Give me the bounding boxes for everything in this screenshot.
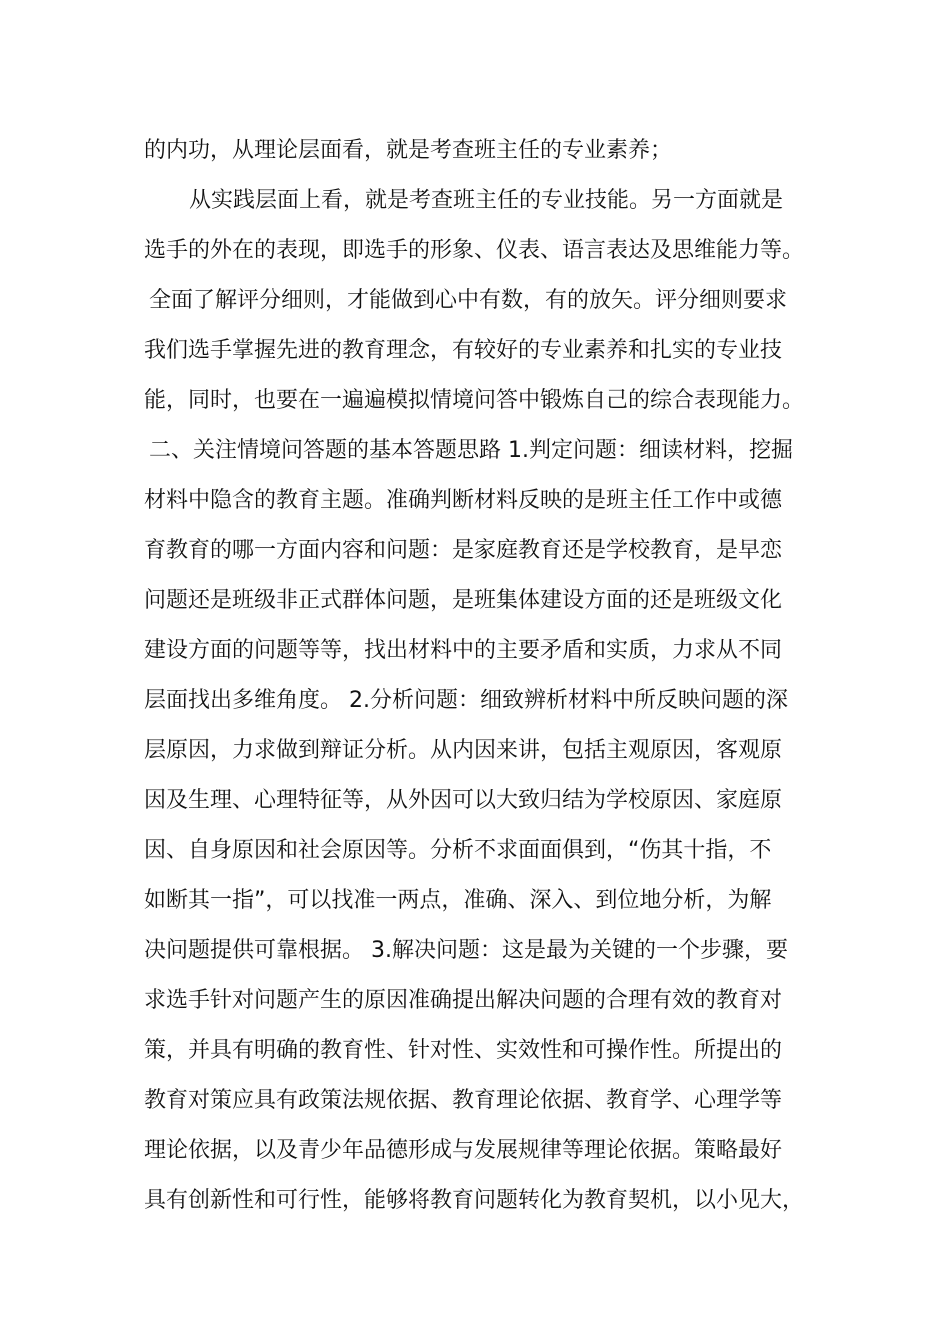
text-line: 从实践层面上看，就是考查班主任的专业技能。另一方面就是	[189, 188, 784, 213]
text-line: 理论依据，以及青少年品德形成与发展规律等理论依据。策略最好	[144, 1138, 783, 1163]
text-line: 的内功，从理论层面看，就是考查班主任的专业素养；	[144, 138, 673, 163]
text-line: 全面了解评分细则，才能做到心中有数，有的放矢。评分细则要求	[149, 288, 788, 313]
text-line: 决问题提供可靠根据。 3.解决问题：这是最为关键的一个步骤，要	[144, 938, 788, 963]
text-line: 选手的外在的表现，即选手的形象、仪表、语言表达及思维能力等。	[144, 238, 805, 263]
text-line: 求选手针对问题产生的原因准确提出解决问题的合理有效的教育对	[144, 988, 783, 1013]
text-line: 我们选手掌握先进的教育理念，有较好的专业素养和扎实的专业技	[144, 338, 783, 363]
text-line: 能，同时，也要在一遍遍模拟情境问答中锻炼自己的综合表现能力。	[144, 388, 805, 413]
text-line: 策，并具有明确的教育性、针对性、实效性和可操作性。所提出的	[144, 1038, 783, 1063]
text-line: 层原因，力求做到辩证分析。从内因来讲，包括主观原因，客观原	[144, 738, 783, 763]
text-line: 具有创新性和可行性，能够将教育问题转化为教育契机，以小见大，	[144, 1188, 805, 1213]
text-line: 教育对策应具有政策法规依据、教育理论依据、教育学、心理学等	[144, 1088, 783, 1113]
text-line: 层面找出多维角度。 2.分析问题：细致辨析材料中所反映问题的深	[144, 688, 788, 713]
text-line: 因、自身原因和社会原因等。分析不求面面俱到，“伤其十指，不	[144, 838, 772, 863]
text-line: 建设方面的问题等等，找出材料中的主要矛盾和实质，力求从不同	[144, 638, 783, 663]
text-line: 材料中隐含的教育主题。准确判断材料反映的是班主任工作中或德	[144, 488, 783, 513]
section-heading-line: 二、关注情境问答题的基本答题思路 1.判定问题：细读材料，挖掘	[149, 438, 793, 463]
text-line: 育教育的哪一方面内容和问题：是家庭教育还是学校教育，是早恋	[144, 538, 783, 563]
text-line: 问题还是班级非正式群体问题，是班集体建设方面的还是班级文化	[144, 588, 783, 613]
text-line: 如断其一指”，可以找准一两点，准确、深入、到位地分析，为解	[144, 888, 772, 913]
text-line: 因及生理、心理特征等，从外因可以大致归结为学校原因、家庭原	[144, 788, 783, 813]
